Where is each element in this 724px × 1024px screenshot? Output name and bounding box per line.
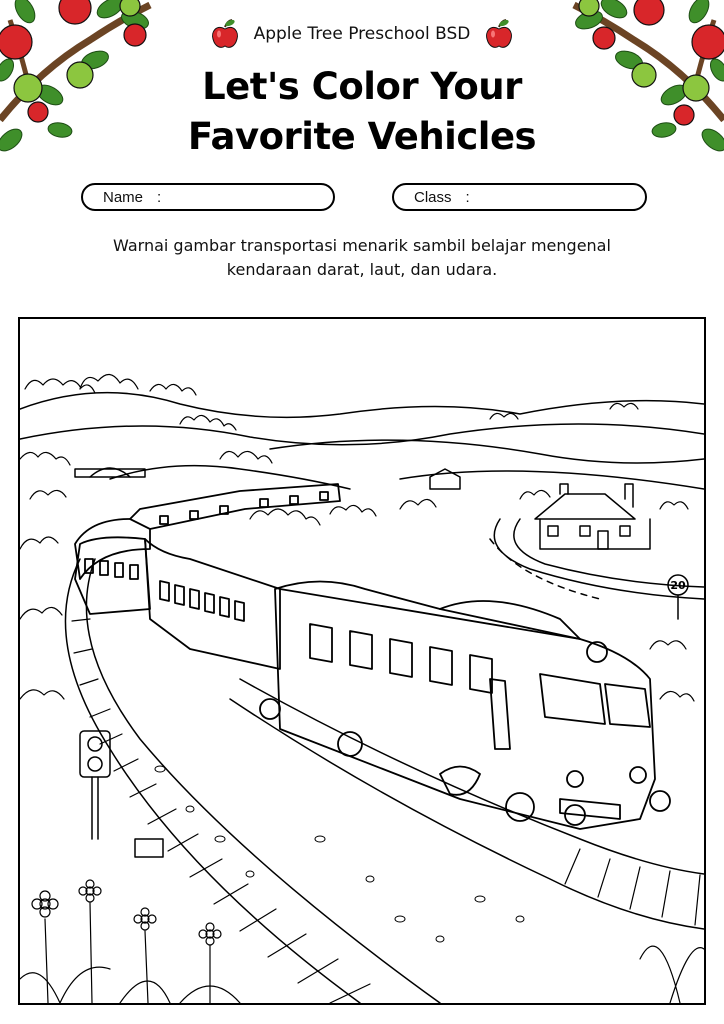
title-line-1: Let's Color Your — [202, 65, 522, 108]
signal-light — [80, 731, 163, 857]
name-label: Name — [103, 188, 144, 206]
page-title — [0, 62, 724, 162]
instructions-line-1: Warnai gambar transportasi menarik sambil belajar mengenal — [113, 236, 611, 255]
hills — [20, 393, 704, 489]
name-field[interactable] — [81, 183, 335, 211]
train-illustration — [20, 319, 704, 1003]
apple-icon — [484, 18, 514, 50]
instructions — [60, 234, 664, 282]
school-name: Apple Tree Preschool BSD — [253, 24, 471, 44]
coloring-frame — [18, 317, 706, 1005]
speed-sign-text: 20 — [670, 579, 686, 592]
apple-icon — [210, 18, 240, 50]
class-field[interactable] — [392, 183, 647, 211]
railway-tracks — [65, 559, 704, 1003]
instructions-line-2: kendaraan darat, laut, dan udara. — [226, 260, 498, 279]
class-separator: : — [465, 188, 470, 206]
farmhouse — [430, 469, 650, 549]
class-label: Class — [414, 188, 452, 206]
school-header — [0, 18, 724, 50]
flowers — [20, 880, 704, 1003]
title-line-2: Favorite Vehicles — [187, 115, 537, 158]
name-separator: : — [157, 188, 162, 206]
